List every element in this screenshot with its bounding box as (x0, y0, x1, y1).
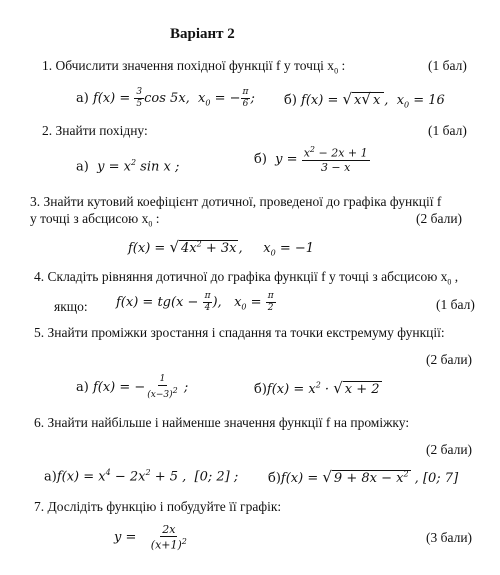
task-4-formula: f(x) = tg(x − $\frac{\pi}{4}$ ), $x_0$ = $\frac{\pi}{2}$ (116, 291, 274, 313)
task-6-points: (2 бали) (426, 442, 473, 457)
task-5a-formula: а) f(x) = − $\frac{1}{(x-3)^2}$ ; (76, 374, 189, 400)
task-3-statement: 3. Знайти кутовий коефіцієнт дотичної, проведеної до графіка функції f (30, 194, 442, 209)
task-1b-formula: б) f(x) = √ x√ x , $x_0 = 16$ (284, 90, 445, 110)
task-5-points: (2 бали) (426, 352, 473, 367)
task-4-points: (1 бал) (436, 297, 475, 312)
task-4-statement: 4. Складіть рівняння дотичної до графіка функції f у точці з абсцисою $x_0$ , (34, 269, 459, 287)
task-5-statement: 5. Знайти проміжки зростання і спадання та точки екстремуму функції: (34, 325, 445, 340)
task-2b-formula: б) y = $\frac{x^2 - 2x + 1}{3 - x}$ (254, 145, 368, 174)
task-2a-formula: а) $y = x^2$ sin x ; (76, 158, 180, 175)
task-1-points: (1 бал) (428, 58, 467, 73)
task-4-condition-label: якщо: (54, 299, 88, 314)
task-7-statement: 7. Дослідіть функцію і побудуйте її графік: (34, 499, 282, 514)
task-6a-formula: $а)f(x) = x^4 - 2x^2 + 5$ , [0; 2] ; (44, 468, 239, 485)
task-1-statement: 1. Обчислити значення похідної функції f у точці $x_0$ : (42, 58, 346, 76)
task-3-formula: f(x) = √ $4x^2 + 3x$ , $x_0 = -1$ (128, 238, 315, 258)
task-3-points: (2 бали) (416, 211, 463, 226)
task-6b-formula: б)f(x) = √ $9 + 8x - x^2$ , [0; 7] (268, 468, 459, 486)
task-6-statement: 6. Знайти найбільше і найменше значення функції f на проміжку: (34, 415, 410, 430)
task-7-points: (3 бали) (426, 530, 473, 545)
task-7-formula: y = $\frac{2x}{(x+1)^2}$ (114, 523, 187, 552)
task-3-statement-line2: у точці з абсцисою $x_0$ : (30, 211, 160, 229)
task-1a-formula: а) f(x) = $\frac{3}{5}$ cos 5x, $x_0$ = − $\frac{\pi}{6}$ ; (76, 87, 255, 109)
page-title: Варіант 2 (170, 26, 235, 42)
task-5b-formula: $б)f(x) = x^2$ · √ x + 2 (254, 379, 380, 397)
task-2-statement: 2. Знайти похідну: (42, 123, 148, 138)
task-2-points: (1 бал) (428, 123, 467, 138)
